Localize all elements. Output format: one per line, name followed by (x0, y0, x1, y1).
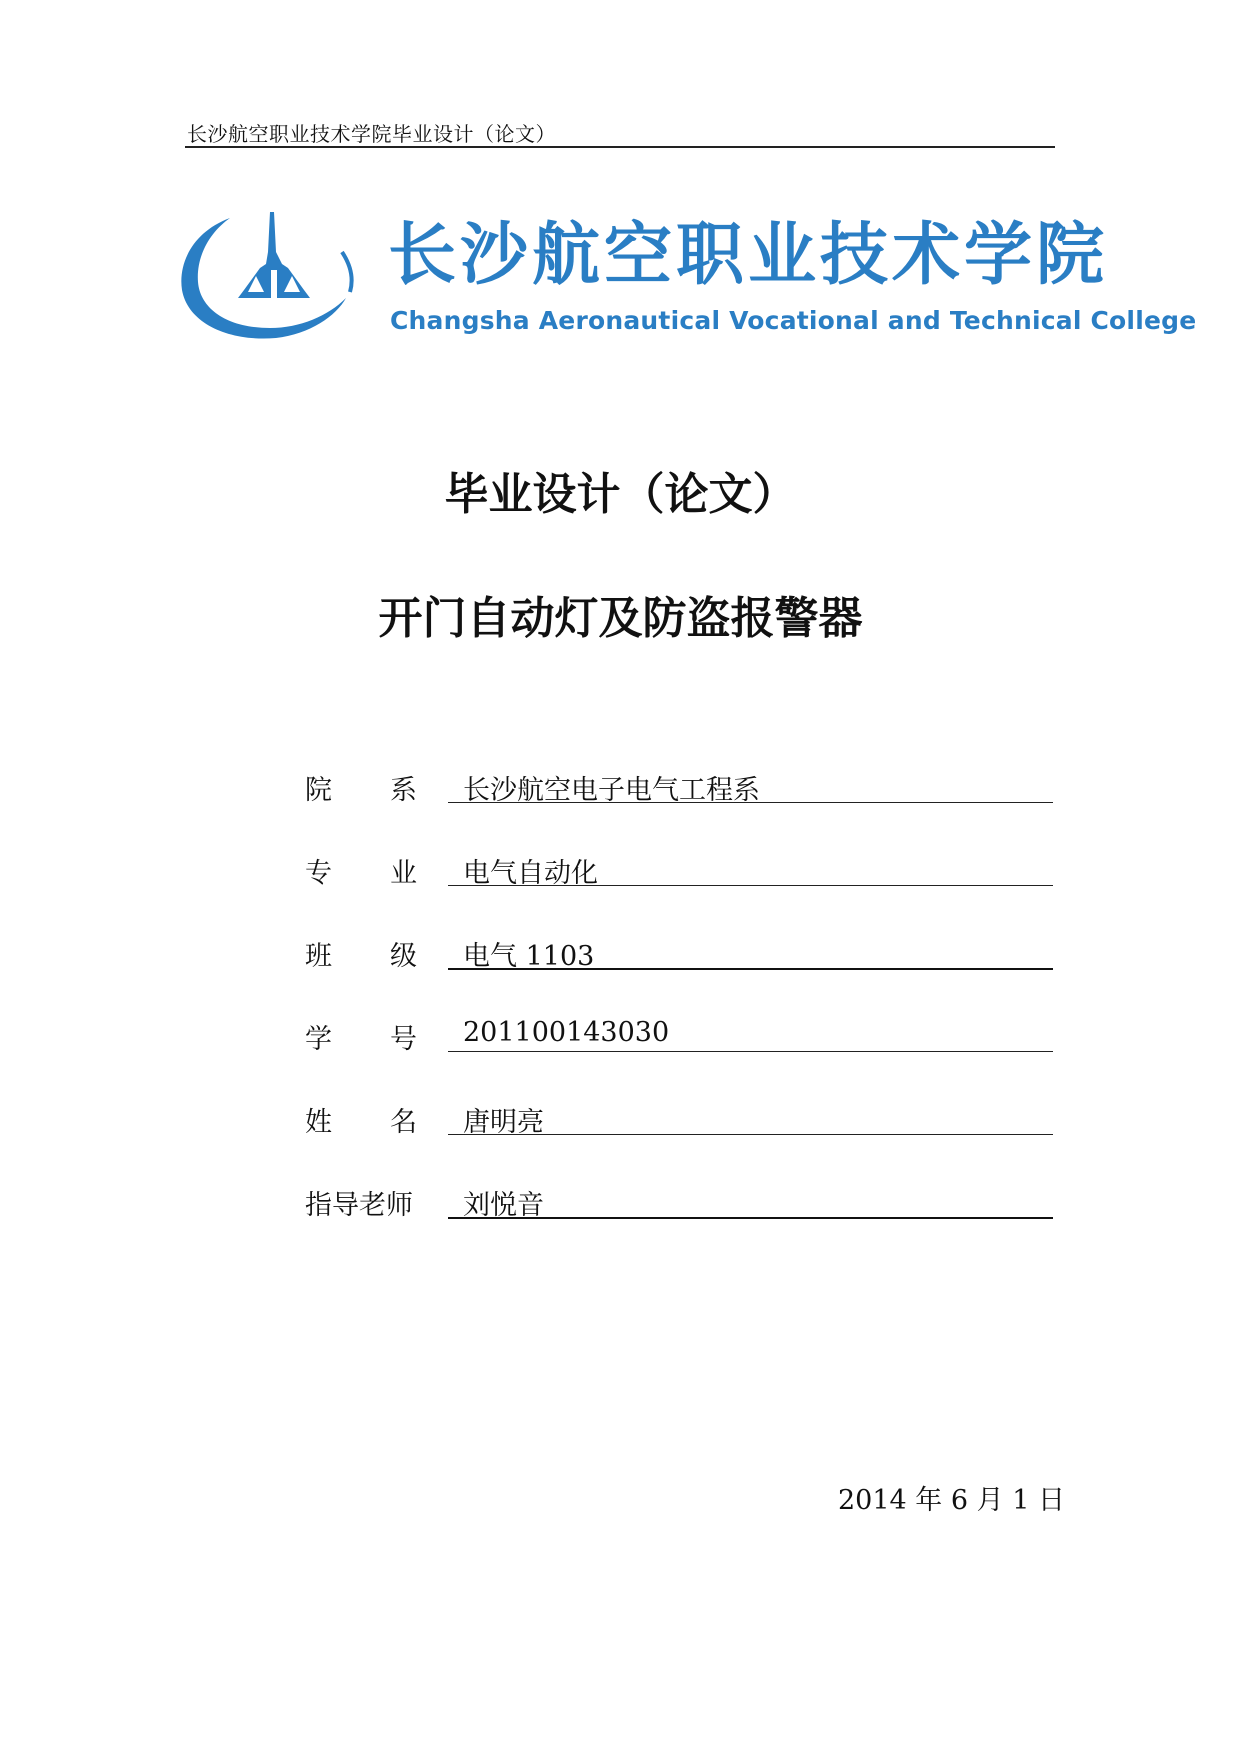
student-info-block (305, 760, 1055, 1258)
student-id-label (305, 1017, 417, 1056)
college-logo (178, 212, 1197, 352)
info-row-name (305, 1092, 1055, 1175)
info-row-department (305, 760, 1055, 843)
name-label-char-2: 名 (390, 1107, 417, 1138)
info-row-advisor (305, 1175, 1055, 1258)
class-value: 电气 1103 (463, 941, 595, 972)
college-name-cn: 长沙航空职业技术学院 (388, 216, 1109, 295)
student-id-field (448, 1009, 1053, 1052)
info-row-major (305, 843, 1055, 926)
name-value: 唐明亮 (463, 1107, 544, 1138)
info-row-student-id (305, 1009, 1055, 1092)
major-field (448, 843, 1053, 889)
advisor-value: 刘悦音 (463, 1190, 544, 1221)
major-label-char-2: 业 (390, 858, 417, 889)
class-label (305, 934, 417, 973)
running-header-title: 长沙航空职业技术学院毕业设计（论文） (187, 122, 556, 146)
thesis-title: 开门自动灯及防盗报警器 (378, 593, 863, 644)
name-label-char-1: 姓 (305, 1107, 332, 1138)
submission-date: 2014 年 6 月 1 日 (838, 1485, 1065, 1516)
major-value: 电气自动化 (463, 858, 598, 889)
class-label-char-2: 级 (390, 941, 417, 972)
student-id-label-char-2: 号 (390, 1024, 417, 1055)
info-row-class (305, 926, 1055, 1009)
major-label-char-1: 专 (305, 858, 332, 889)
college-emblem-icon (178, 212, 363, 342)
student-id-label-char-1: 学 (305, 1024, 332, 1055)
advisor-field (448, 1175, 1053, 1219)
student-id-value: 201100143030 (463, 1017, 670, 1048)
class-field (448, 926, 1053, 970)
major-label (305, 851, 417, 890)
advisor-label (305, 1183, 417, 1222)
running-header (185, 116, 1055, 148)
department-value: 长沙航空电子电气工程系 (463, 775, 760, 806)
department-label-char-2: 系 (390, 775, 417, 806)
document-type-heading: 毕业设计（论文） (444, 469, 797, 520)
advisor-label-text: 指导老师 (305, 1190, 413, 1221)
name-label (305, 1100, 417, 1139)
college-name-en: Changsha Aeronautical Vocational and Technical College (390, 306, 1197, 335)
department-field (448, 760, 1053, 806)
department-label (305, 768, 417, 807)
name-field (448, 1092, 1053, 1138)
department-label-char-1: 院 (305, 775, 332, 806)
class-label-char-1: 班 (305, 941, 332, 972)
